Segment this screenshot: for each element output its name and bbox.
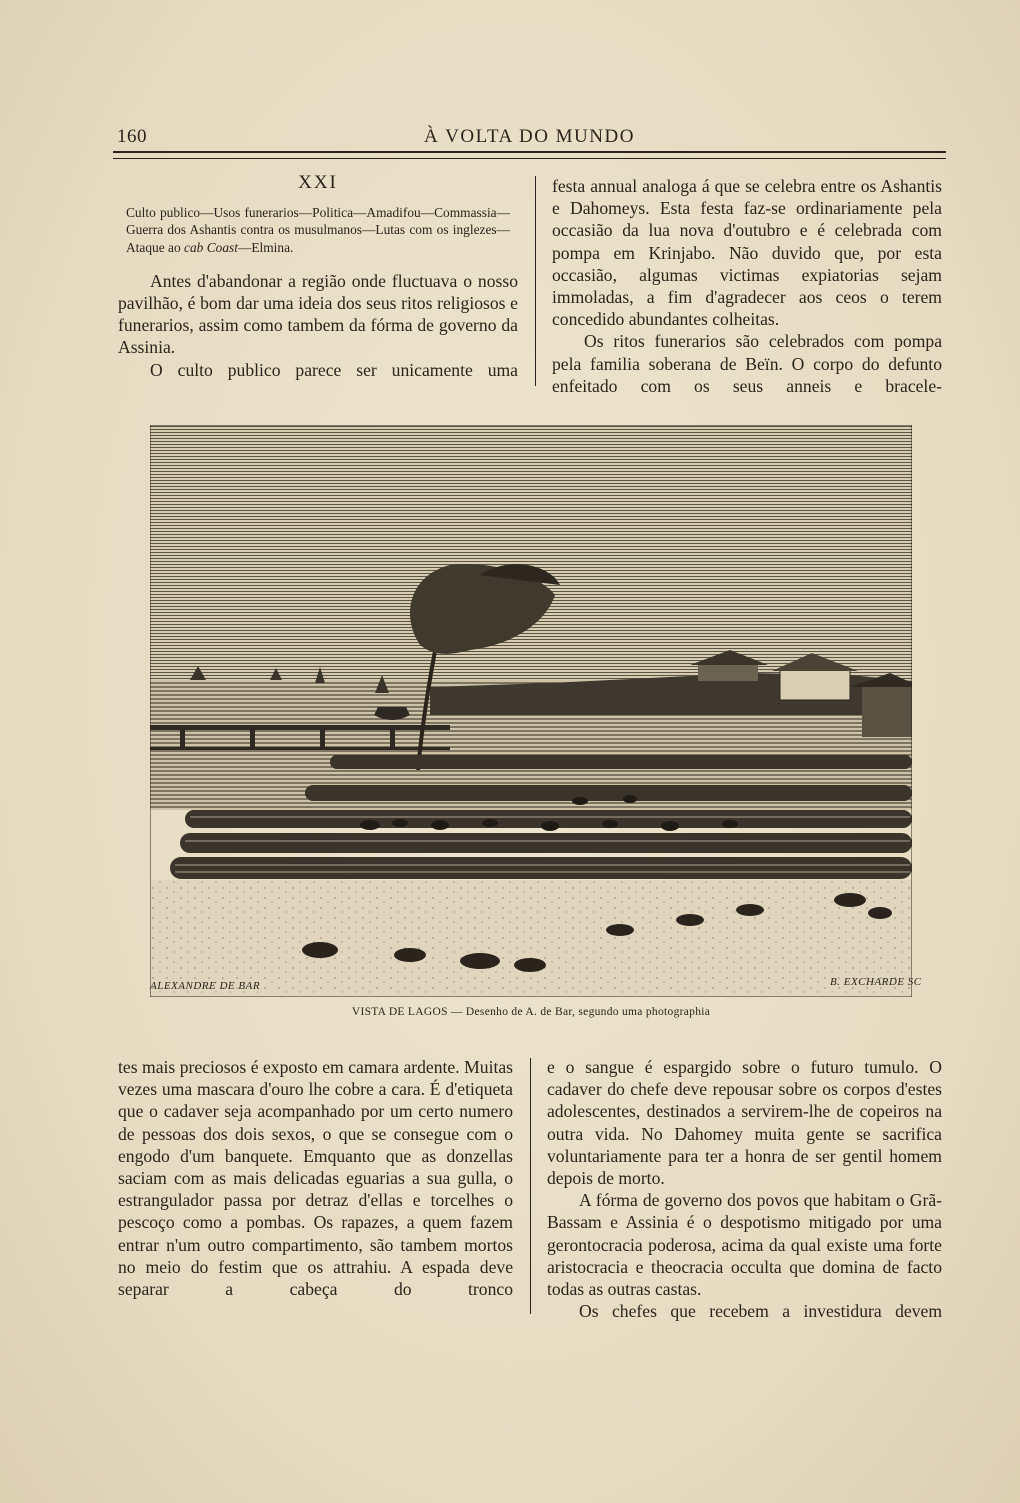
paragraph: e o sangue é espargido sobre o futuro tumulo. O cadaver do chefe deve repousar sobre os corpos d'estes adolescentes, destinados a servirem-lhe de copeiros na outra vida. No Dahomey muita gente se sacrifica voluntariamente para ter a honra de ser gentil homem depois de morto. xyxy=(547,1057,942,1189)
lower-left-column xyxy=(118,1056,513,1300)
upper-right-column xyxy=(552,175,942,397)
upper-left-column xyxy=(118,172,518,381)
chapter-summary-italic: cab Coast xyxy=(184,239,238,255)
column-divider xyxy=(535,176,536,386)
chapter-summary-text: Culto publico—Usos funerarios—Politica—Amadifou—Commassia—Guerra dos Ashantis contra os musulmanos—Lutas com os inglezes—Ataque ao xyxy=(126,205,510,255)
page-number: 160 xyxy=(117,126,147,147)
paragraph: Antes d'abandonar a região onde fluctuava o nosso pavilhão, é bom dar uma ideia dos seus ritos religiosos e funerarios, assim como tambem da fórma de governo da Assinia. xyxy=(118,270,518,358)
signature-right: B. EXCHARDE SC xyxy=(830,976,922,988)
chapter-summary-end: —Elmina. xyxy=(237,239,294,255)
paragraph: Os chefes que recebem a investidura devem xyxy=(579,1301,942,1322)
chapter-summary xyxy=(126,204,510,256)
paragraph: Os ritos funerarios são celebrados com pompa pela familia soberana de Beïn. O corpo do defunto enfeitado com os seus anneis e bracele- xyxy=(552,331,942,396)
column-divider xyxy=(530,1058,531,1314)
paragraph: tes mais preciosos é exposto em camara ardente. Muitas vezes uma mascara d'ouro lhe cobre a cara. É d'etiqueta que o cadaver seja acompanhado por um certo numero de pessoas dos dois sexos, o que se consegue com o engodo d'um banquete. Emquanto que as donzellas saciam com as mais delicadas eguarias a sua gulla, o estrangulador passa por detraz d'ellas e torcelhes o pescoço como a pombas. Os rapazes, a quem fazem entrar n'um outro compartimento, são tambem mortos no meio do festim que os attrahiu. A espada deve separar a cabeça do tronco xyxy=(118,1057,513,1300)
paragraph: O culto publico parece ser unicamente uma xyxy=(150,359,518,380)
lower-right-column xyxy=(547,1056,942,1322)
illustration-caption: VISTA DE LAGOS — Desenho de A. de Bar, segundo uma photographia xyxy=(351,1006,711,1018)
engraving-vista-de-lagos xyxy=(150,425,912,997)
signature-left: ALEXANDRE DE BAR xyxy=(150,980,261,992)
header-rule xyxy=(113,151,946,159)
paragraph: festa annual analoga á que se celebra entre os Ashantis e Dahomeys. Esta festa faz-se ordinariamente pela occasião da lua nova d'outubro e é celebrada com pompa em Krinjabo. Não duvido que, por esta occasião, algumas victimas expiatorias sejam immoladas, a fim d'agradecer aos ceos o terem concedido abundantes colheitas. xyxy=(552,176,942,330)
paragraph: A fórma de governo dos povos que habitam o Grã-Bassam e Assinia é o despotismo mitigado por uma gerontocracia poderosa, acima da qual existe uma forte aristocracia e theocracia occulta que domina de facto todas as outras castas. xyxy=(547,1190,942,1300)
chapter-number: XXI xyxy=(298,172,338,193)
running-title: À VOLTA DO MUNDO xyxy=(424,126,635,147)
